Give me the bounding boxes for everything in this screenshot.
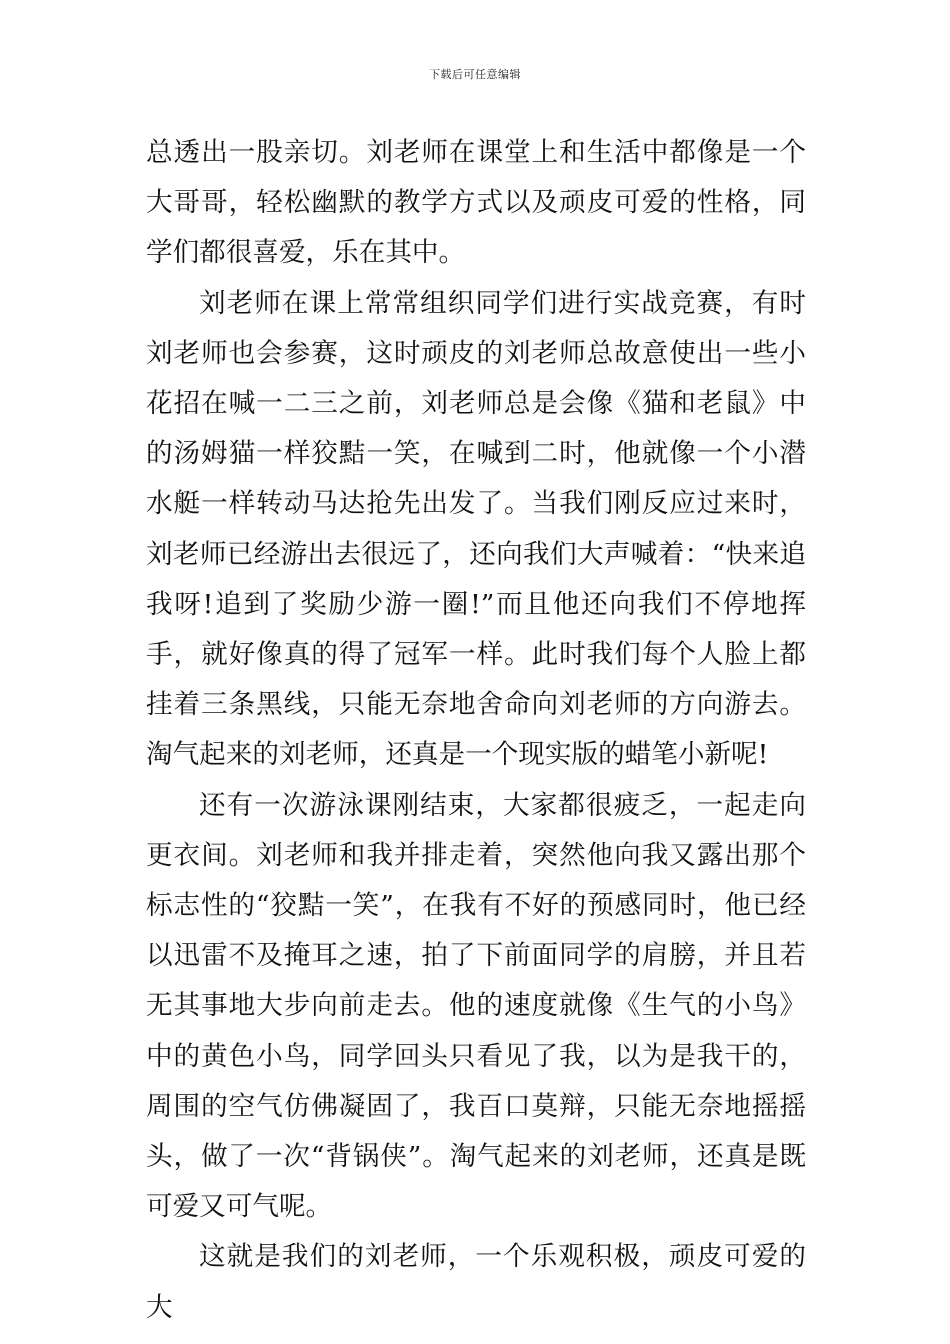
paragraph-2: 刘老师在课上常常组织同学们进行实战竞赛，有时刘老师也会参赛，这时顽皮的刘老师总故意使出一些小花招在喊一二三之前，刘老师总是会像《猫和老鼠》中的汤姆猫一样狡黠一笑，在喊到二时，他就像一个小潜水艇一样转动马达抢先出发了。当我们刚反应过来时，刘老师已经游出去很远了，还向我们大声喊着：“快来追我呀!追到了奖励少游一圈!”而且他还向我们不停地挥手，就好像真的得了冠军一样。此时我们每个人脸上都挂着三条黑线，只能无奈地舍命向刘老师的方向游去。淘气起来的刘老师，还真是一个现实版的蜡笔小新呢! <box>146 287 806 771</box>
page-header: 下载后可任意编辑 <box>429 68 521 81</box>
paragraph-3: 还有一次游泳课刚结束，大家都很疲乏，一起走向更衣间。刘老师和我并排走着，突然他向我又露出那个标志性的“狡黠一笑”，在我有不好的预感同时，他已经以迅雷不及掩耳之速，拍了下前面同学的肩膀，并且若无其事地大步向前走去。他的速度就像《生气的小鸟》中的黄色小鸟，同学回头只看见了我，以为是我干的，周围的空气仿佛凝固了，我百口莫辩，只能无奈地摇摇头，做了一次“背锅侠”。淘气起来的刘老师，还真是既可爱又可气呢。 <box>146 789 806 1223</box>
body-text <box>146 128 806 1333</box>
paragraph-1: 总透出一股亲切。刘老师在课堂上和生活中都像是一个大哥哥，轻松幽默的教学方式以及顽皮可爱的性格，同学们都很喜爱，乐在其中。 <box>146 137 806 269</box>
paragraph-4: 这就是我们的刘老师，一个乐观积极，顽皮可爱的大 <box>146 1241 806 1323</box>
